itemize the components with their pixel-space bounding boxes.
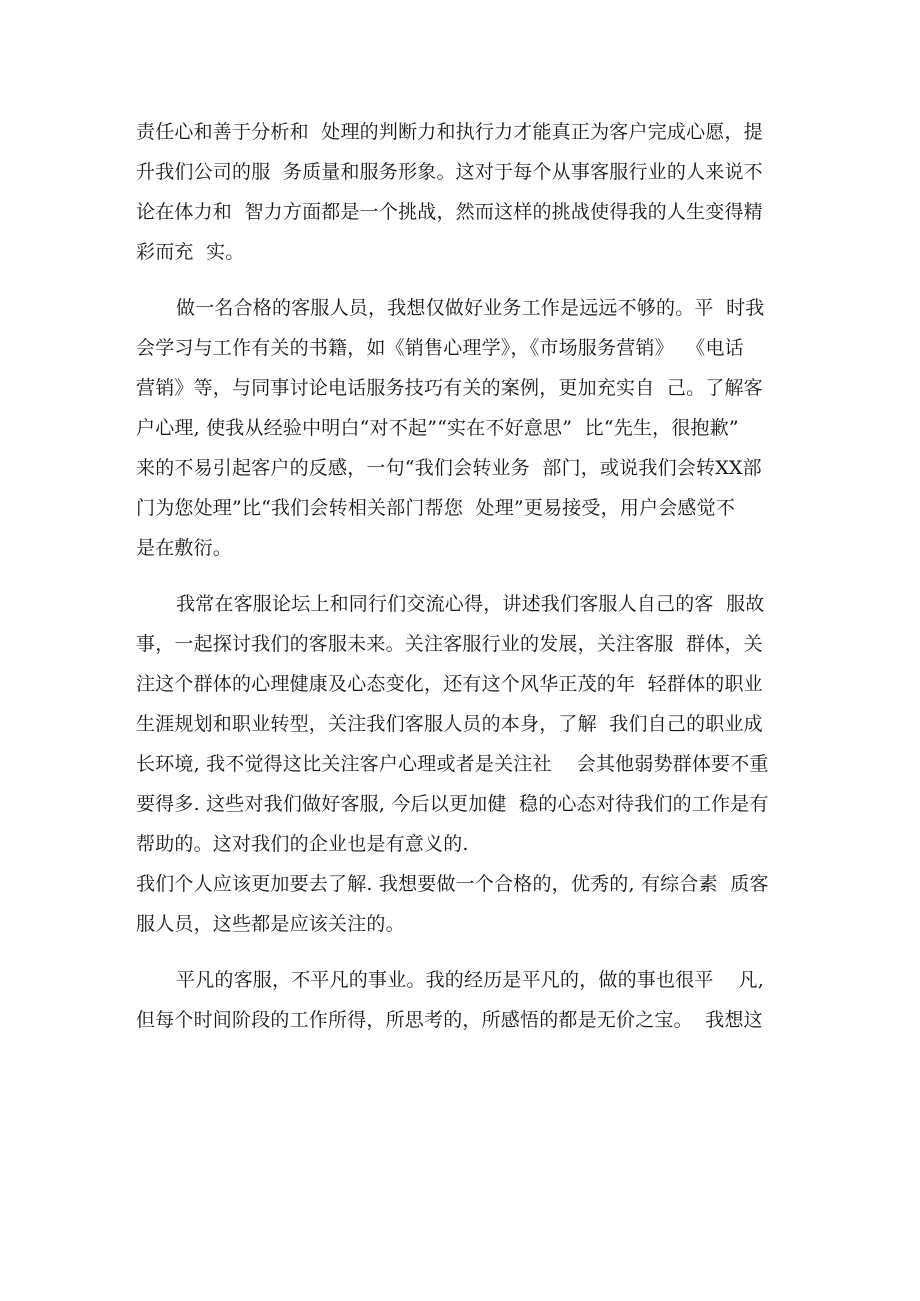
text-line: 营销》等，与同事讨论电话服务技巧有关的案例，更加充实自 己。了解客 bbox=[136, 377, 763, 399]
text-line: 来的不易引起客户的反感，一句“我们会转业务 部门，或说我们会转XX部 bbox=[136, 457, 762, 479]
text-line: 会学习与工作有关的书籍，如《销售心理学》，《市场服务营销》 《电话 bbox=[136, 337, 744, 359]
paragraph-gap bbox=[136, 568, 792, 584]
paragraph bbox=[136, 960, 792, 1040]
text-line: 生涯规划和职业转型，关注我们客服人员的本身，了解 我们自己的职业成 bbox=[136, 713, 763, 735]
paragraph bbox=[136, 288, 792, 568]
text-line: 服人员，这些都是应该关注的。 bbox=[136, 913, 405, 935]
text-line: 门为您处理”比“我们会转相关部门帮您 处理”更易接受，用户会感觉不 bbox=[136, 497, 736, 519]
text-line: 事，一起探讨我们的客服未来。关注客服行业的发展，关注客服 群体，关 bbox=[136, 633, 763, 655]
text-line: 彩而充 实。 bbox=[136, 241, 245, 263]
text-line: 是在敷衍。 bbox=[136, 537, 233, 559]
text-line: 平凡的客服，不平凡的事业。我的经历是平凡的，做的事也很平 凡, bbox=[176, 969, 764, 991]
text-line: 论在体力和 智力方面都是一个挑战，然而这样的挑战使得我的人生变得精 bbox=[136, 201, 763, 223]
text-line: 我们个人应该更加要去了解. 我想要做一个合格的，优秀的, 有综合素 质客 bbox=[136, 873, 769, 895]
text-line: 做一名合格的客服人员，我想仅做好业务工作是远远不够的。平 时我 bbox=[176, 297, 765, 319]
text-line: 我常在客服论坛上和同行们交流心得，讲述我们客服人自己的客 服故 bbox=[176, 593, 765, 615]
paragraph bbox=[136, 112, 792, 272]
text-line: 要得多. 这些对我们做好客服, 今后以更加健 稳的心态对待我们的工作是有 bbox=[136, 793, 769, 815]
document-body bbox=[136, 112, 792, 1040]
text-line: 升我们公司的服 务质量和服务形象。这对于每个从事客服行业的人来说不 bbox=[136, 161, 763, 183]
paragraph bbox=[136, 584, 792, 944]
text-line: 责任心和善于分析和 处理的判断力和执行力才能真正为客户完成心愿，提 bbox=[136, 121, 763, 143]
paragraph-gap bbox=[136, 944, 792, 960]
text-line: 长环境, 我不觉得这比关注客户心理或者是关注社 会其他弱势群体要不重 bbox=[136, 753, 769, 775]
text-line: 注这个群体的心理健康及心态变化，还有这个风华正茂的年 轻群体的职业 bbox=[136, 673, 763, 695]
text-line: 帮助的。这对我们的企业也是有意义的. bbox=[136, 833, 469, 855]
text-line: 户心理, 使我从经验中明白“对不起”“实在不好意思” 比“先生，很抱歉” bbox=[136, 417, 739, 439]
text-line: 但每个时间阶段的工作所得，所思考的，所感悟的都是无价之宝。 我想这 bbox=[136, 1009, 763, 1031]
paragraph-gap bbox=[136, 272, 792, 288]
